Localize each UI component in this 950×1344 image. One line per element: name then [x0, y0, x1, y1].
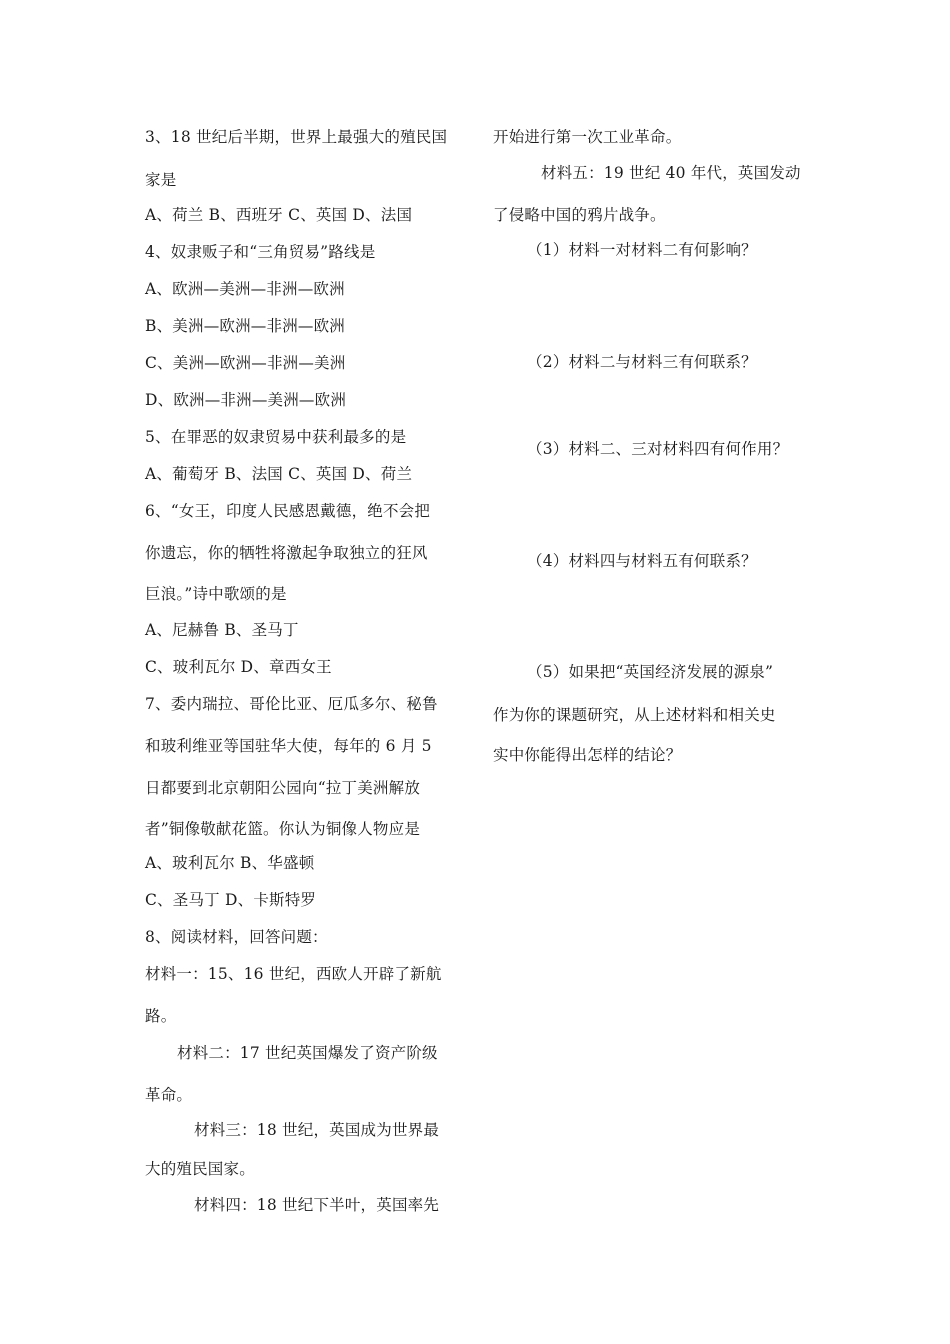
material-5-line-1: 材料五：19 世纪 40 年代，英国发动	[541, 164, 801, 182]
question-8-stem: 8、阅读材料，回答问题：	[145, 928, 328, 946]
material-1-line-1: 材料一：15、16 世纪，西欧人开辟了新航	[145, 965, 442, 983]
question-6-options-ab: A、尼赫鲁 B、圣马丁	[145, 621, 299, 639]
sub-question-3: （3）材料二、三对材料四有何作用？	[527, 440, 789, 458]
question-3-options: A、荷兰 B、西班牙 C、英国 D、法国	[145, 206, 413, 224]
sub-question-2: （2）材料二与材料三有何联系？	[527, 353, 757, 371]
question-6-line-1: 6、“女王，印度人民感恩戴德，绝不会把	[145, 502, 431, 520]
question-4-option-c: C、美洲—欧洲—非洲—美洲	[145, 354, 346, 372]
material-1-line-2: 路。	[145, 1007, 177, 1025]
sub-question-1: （1）材料一对材料二有何影响？	[527, 241, 757, 259]
question-4-stem: 4、奴隶贩子和“三角贸易”路线是	[145, 243, 376, 261]
question-5-options: A、葡萄牙 B、法国 C、英国 D、荷兰	[145, 465, 413, 483]
material-2-line-2: 革命。	[145, 1086, 193, 1104]
material-5-line-2: 了侵略中国的鸦片战争。	[493, 206, 666, 224]
sub-question-5-line-2: 作为你的课题研究，从上述材料和相关史	[493, 706, 776, 724]
question-7-line-1: 7、委内瑞拉、哥伦比亚、厄瓜多尔、秘鲁	[145, 695, 438, 713]
question-6-line-3: 巨浪。”诗中歌颂的是	[145, 585, 287, 603]
question-4-option-b: B、美洲—欧洲—非洲—欧洲	[145, 317, 345, 335]
question-6-line-2: 你遗忘，你的牺牲将激起争取独立的狂风	[145, 544, 428, 562]
question-7-line-3: 日都要到北京朝阳公园向“拉丁美洲解放	[145, 779, 421, 797]
question-7-options-ab: A、玻利瓦尔 B、华盛顿	[145, 854, 315, 872]
question-7-line-4: 者”铜像敬献花篮。你认为铜像人物应是	[145, 820, 421, 838]
material-2-line-1: 材料二：17 世纪英国爆发了资产阶级	[177, 1044, 438, 1062]
sub-question-5-line-3: 实中你能得出怎样的结论？	[493, 746, 682, 764]
material-3-line-1: 材料三：18 世纪，英国成为世界最	[194, 1121, 440, 1139]
material-3-line-2: 大的殖民国家。	[145, 1160, 255, 1178]
material-4-line-2: 开始进行第一次工业革命。	[493, 128, 682, 146]
question-7-options-cd: C、圣马丁 D、卡斯特罗	[145, 891, 317, 909]
sub-question-5-line-1: （5）如果把“英国经济发展的源泉”	[527, 663, 774, 681]
question-6-options-cd: C、玻利瓦尔 D、章西女王	[145, 658, 332, 676]
question-4-option-d: D、欧洲—非洲—美洲—欧洲	[145, 391, 347, 409]
question-4-option-a: A、欧洲—美洲—非洲—欧洲	[145, 280, 345, 298]
question-7-line-2: 和玻利维亚等国驻华大使，每年的 6 月 5	[145, 737, 432, 755]
question-5-stem: 5、在罪恶的奴隶贸易中获利最多的是	[145, 428, 407, 446]
question-3-line-1: 3、18 世纪后半期，世界上最强大的殖民国	[145, 128, 448, 146]
material-4-line-1: 材料四：18 世纪下半叶，英国率先	[194, 1196, 440, 1214]
sub-question-4: （4）材料四与材料五有何联系？	[527, 552, 757, 570]
question-3-line-2: 家是	[145, 171, 177, 189]
